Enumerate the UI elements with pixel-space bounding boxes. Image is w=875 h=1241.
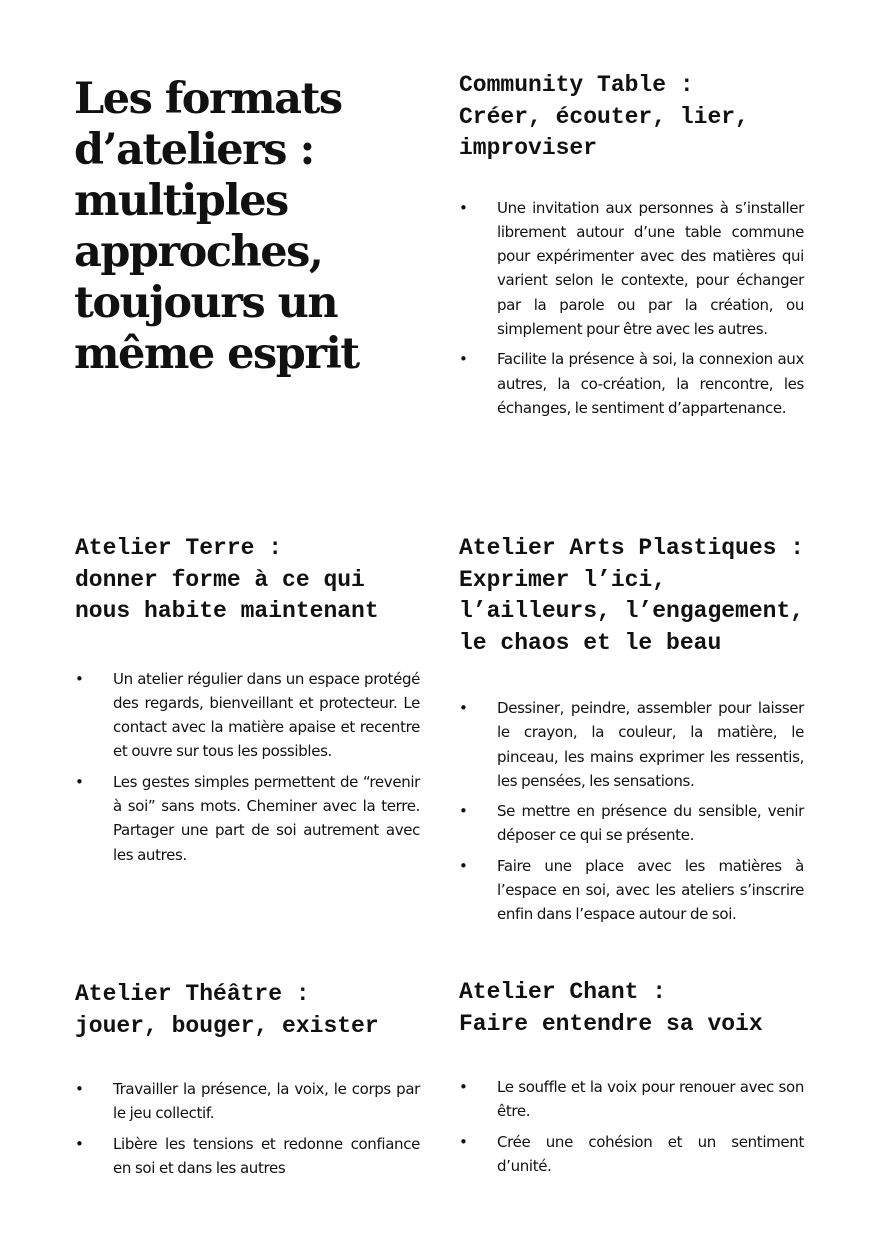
bullet-item <box>459 347 804 420</box>
bullet-icon: • <box>459 350 468 369</box>
section-atelier-terre <box>75 533 420 873</box>
bullet-icon: • <box>459 699 468 717</box>
section-heading-line: Atelier Terre : <box>75 535 283 561</box>
bullet-text: Les gestes simples permettent de “revenir à soi” sans mots. Cheminer avec la terre. Partager une part de soi autrement avec les autres. <box>113 772 420 864</box>
bullet-text: Libère les tensions et redonne confiance en soi et dans les autres <box>113 1134 420 1177</box>
section-heading-line: improviser <box>459 135 598 161</box>
bullet-icon: • <box>459 1078 468 1096</box>
section-heading-line: Atelier Chant : <box>459 979 667 1005</box>
bullet-text: Une invitation aux personnes à s’installer librement autour d’une table commune pour expérimenter avec des matières qui varient selon le contexte, pour échanger par la parole ou par la création, ou simplement pour être avec les autres. <box>497 198 804 338</box>
section-heading-line: nous habite maintenant <box>75 598 379 624</box>
page-title-line: toujours un <box>74 278 338 328</box>
section-heading <box>75 979 420 1042</box>
bullet-item <box>459 696 804 793</box>
section-heading-line: l’ailleurs, l’engagement, <box>459 598 805 624</box>
bullet-item <box>459 196 804 342</box>
page-title-line: approches, <box>74 227 323 277</box>
section-heading-line: Faire entendre sa voix <box>459 1010 763 1037</box>
section-heading-line: Community Table : <box>459 72 694 98</box>
section-heading-line: le chaos et le beau <box>459 629 722 656</box>
bullet-text: Crée une cohésion et un sentiment d’unité. <box>497 1132 804 1175</box>
section-atelier-theatre <box>75 979 420 1186</box>
bullet-icon: • <box>75 669 84 688</box>
section-heading <box>459 70 804 165</box>
bullet-item <box>75 1077 420 1126</box>
page-title <box>74 74 414 380</box>
bullet-list <box>459 1075 804 1178</box>
bullet-list <box>75 1077 420 1180</box>
bullet-text: Dessiner, peindre, assembler pour laisser le crayon, la couleur, la matière, le pinceau, les mains exprimer les ressentis, les pensées, les sensations. <box>497 699 804 790</box>
section-atelier-chant <box>459 977 804 1184</box>
section-heading-line: jouer, bouger, exister <box>75 1012 379 1039</box>
section-heading-line: donner forme à ce qui <box>75 566 365 593</box>
bullet-item <box>75 667 420 764</box>
bullet-text: Un atelier régulier dans un espace protégé des regards, bienveillant et protecteur. Le contact avec la matière apaise et recentre et ouvre sur tous les possibles. <box>113 669 420 761</box>
section-atelier-arts-plastiques <box>459 533 804 933</box>
section-community-table <box>459 70 804 426</box>
bullet-text: Facilite la présence à soi, la connexion aux autres, la co-création, la rencontre, les échanges, le sentiment d’appartenance. <box>497 350 804 417</box>
section-heading-line: Exprimer l’ici, <box>459 566 667 593</box>
bullet-text: Faire une place avec les matières à l’espace en soi, avec les ateliers s’inscrire enfin dans l’espace autour de soi. <box>497 856 804 924</box>
page-title-line: Les formats <box>74 74 342 124</box>
bullet-icon: • <box>459 198 468 217</box>
page-title-line: multiples <box>74 176 288 226</box>
bullet-text: Travailler la présence, la voix, le corps par le jeu collectif. <box>113 1080 420 1123</box>
section-heading <box>459 977 804 1040</box>
section-heading <box>459 533 804 659</box>
bullet-text: Se mettre en présence du sensible, venir déposer ce qui se présente. <box>497 802 804 845</box>
bullet-list <box>75 667 420 867</box>
bullet-icon: • <box>459 856 468 875</box>
bullet-icon: • <box>459 1132 468 1151</box>
section-heading-line: Atelier Théâtre : <box>75 981 310 1007</box>
bullet-icon: • <box>75 772 84 791</box>
page-title-line: d’ateliers : <box>74 125 314 175</box>
bullet-icon: • <box>75 1134 84 1153</box>
bullet-icon: • <box>75 1080 84 1098</box>
bullet-list <box>459 696 804 927</box>
bullet-item <box>459 854 804 927</box>
bullet-item <box>459 799 804 848</box>
bullet-text: Le souffle et la voix pour renouer avec son être. <box>497 1078 804 1121</box>
bullet-item <box>459 1130 804 1179</box>
bullet-item <box>75 770 420 867</box>
section-heading-line: Atelier Arts Plastiques : <box>459 535 805 561</box>
section-heading <box>75 533 420 628</box>
bullet-item <box>75 1132 420 1181</box>
bullet-list <box>459 196 804 421</box>
page-title-line: même esprit <box>74 329 359 379</box>
section-heading-line: Créer, écouter, lier, <box>459 103 749 130</box>
bullet-item <box>459 1075 804 1124</box>
bullet-icon: • <box>459 802 468 821</box>
